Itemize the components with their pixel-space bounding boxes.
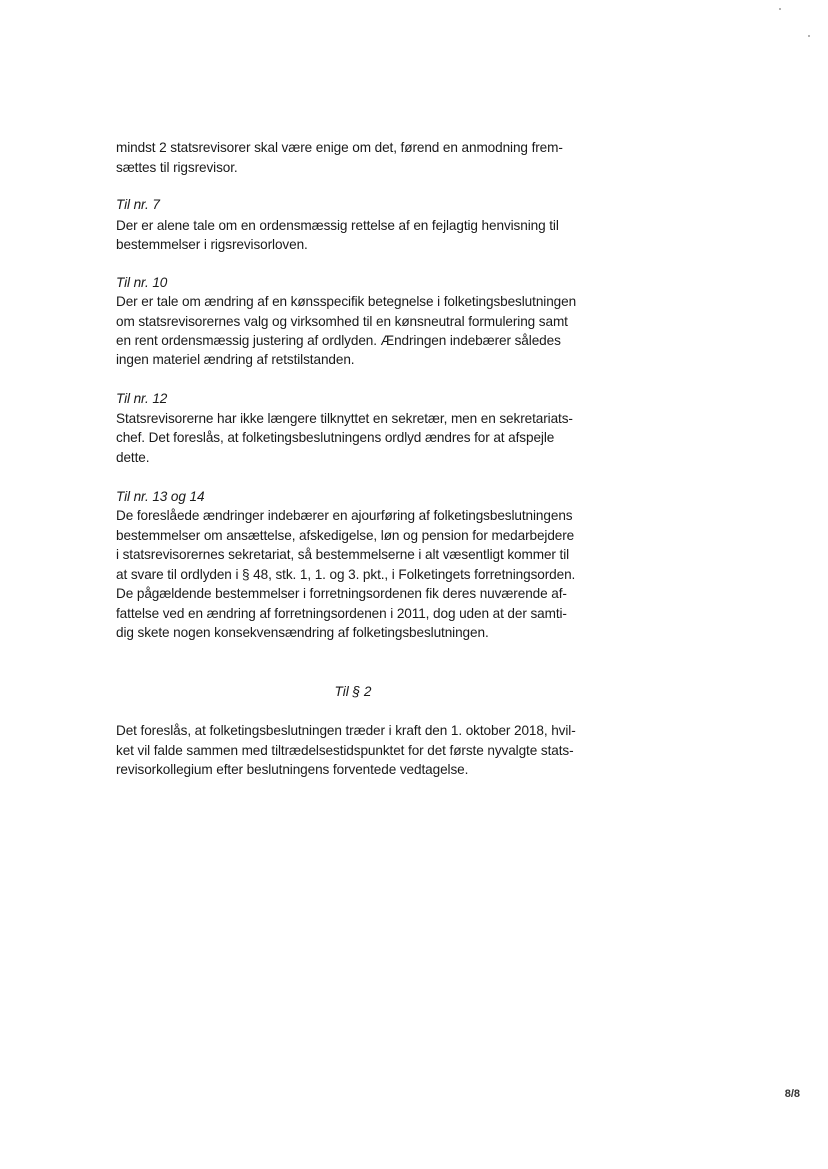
paragraph-section-heading: Til § 2 — [334, 684, 372, 699]
paragraph-line: i statsrevisorernes sekretariat, så bestemmelserne i alt væsentligt kommer til — [116, 547, 570, 562]
paragraph-line: dig skete nogen konsekvensændring af folketingsbeslutningen. — [116, 625, 489, 640]
paragraph-line: ket vil falde sammen med tiltrædelsestidspunktet for det første nyvalgte stats- — [116, 743, 574, 758]
paragraph-line: Statsrevisorerne har ikke længere tilknyttet en sekretær, men en sekretariats- — [116, 411, 573, 426]
paragraph-line: chef. Det foreslås, at folketingsbeslutningens ordlyd ændres for at afspejle — [116, 430, 555, 445]
scan-speck-mark — [808, 35, 810, 37]
paragraph-line: Det foreslås, at folketingsbeslutningen træder i kraft den 1. oktober 2018, hvil- — [116, 723, 576, 738]
paragraph-line: dette. — [116, 450, 150, 465]
section-heading: Til nr. 13 og 14 — [116, 489, 205, 504]
paragraph-line: De foreslåede ændringer indebærer en ajourføring af folketingsbeslutningens — [116, 508, 573, 523]
paragraph-line: om statsrevisorernes valg og virksomhed til en kønsneutral formulering samt — [116, 314, 568, 329]
section-heading: Til nr. 7 — [116, 197, 160, 212]
paragraph-line: fattelse ved en ændring af forretningsordenen i 2011, dog uden at der samti- — [116, 606, 567, 621]
paragraph-line: sættes til rigsrevisor. — [116, 160, 238, 175]
paragraph-line: bestemmelser om ansættelse, afskedigelse, løn og pension for medarbejdere — [116, 528, 575, 543]
paragraph-line: bestemmelser i rigsrevisorloven. — [116, 237, 308, 252]
page-number: 8/8 — [784, 1088, 800, 1100]
paragraph-line: De pågældende bestemmelser i forretningsordenen fik deres nuværende af- — [116, 586, 567, 601]
paragraph-line: ingen materiel ændring af retstilstanden. — [116, 352, 355, 367]
paragraph-line: Der er tale om ændring af en kønsspecifik betegnelse i folketingsbeslutningen — [116, 294, 577, 309]
paragraph-line: at svare til ordlyden i § 48, stk. 1, 1. og 3. pkt., i Folketingets forretningsorden. — [116, 567, 576, 582]
section-heading: Til nr. 10 — [116, 275, 168, 290]
paragraph-line: revisorkollegium efter beslutningens forventede vedtagelse. — [116, 762, 469, 777]
paragraph-line: Der er alene tale om en ordensmæssig rettelse af en fejlagtig henvisning til — [116, 218, 559, 233]
paragraph-line: en rent ordensmæssig justering af ordlyden. Ændringen indebærer således — [116, 333, 561, 348]
section-heading: Til nr. 12 — [116, 391, 168, 406]
scan-speck-mark — [779, 8, 781, 10]
paragraph-line: mindst 2 statsrevisorer skal være enige om det, førend en anmodning frem- — [116, 140, 563, 155]
